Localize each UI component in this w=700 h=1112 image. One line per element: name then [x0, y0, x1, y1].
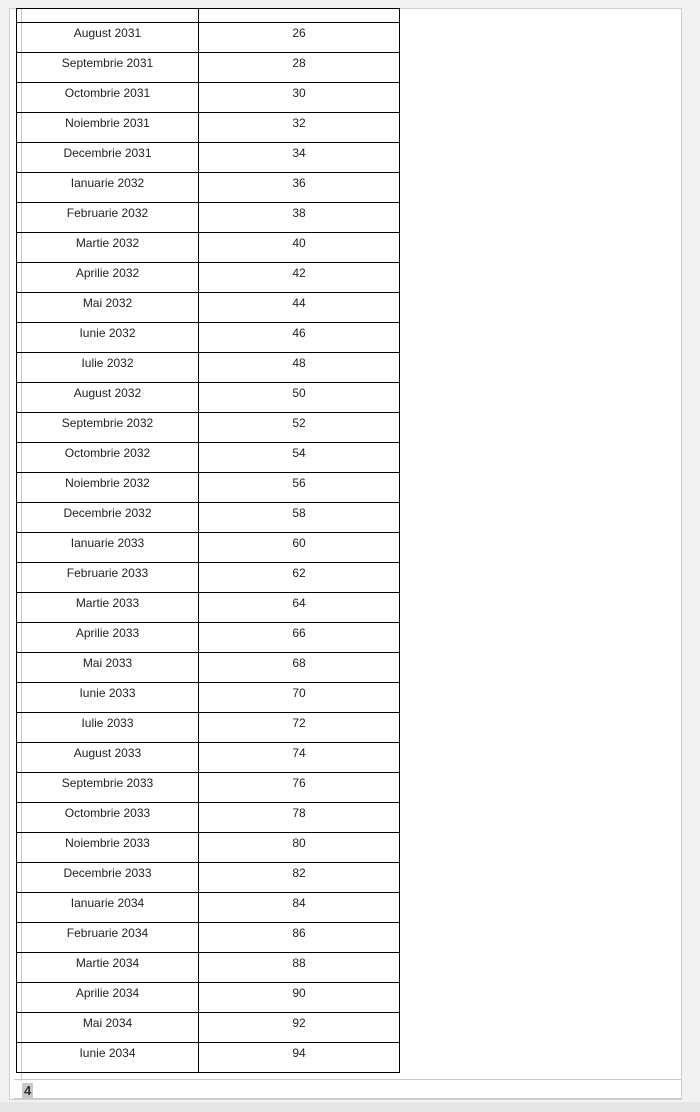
value-cell — [199, 143, 400, 173]
month-cell — [17, 833, 199, 863]
table-row — [17, 473, 400, 503]
month-cell — [17, 1043, 199, 1073]
value-label: 72 — [292, 716, 306, 730]
table-row — [17, 803, 400, 833]
month-label: Mai 2032 — [82, 296, 133, 310]
schedule-table — [16, 8, 400, 1073]
value-label: 34 — [292, 146, 306, 160]
table-row — [17, 353, 400, 383]
value-label: 70 — [292, 686, 306, 700]
value-label: 36 — [292, 176, 306, 190]
month-cell — [17, 413, 199, 443]
value-label: 62 — [292, 566, 306, 580]
table-row — [17, 563, 400, 593]
value-cell — [199, 263, 400, 293]
table-row — [17, 623, 400, 653]
month-cell — [17, 683, 199, 713]
month-cell — [17, 173, 199, 203]
value-cell — [199, 53, 400, 83]
month-label: Decembrie 2033 — [63, 866, 152, 880]
value-label: 80 — [292, 836, 306, 850]
table-row — [17, 533, 400, 563]
month-cell — [17, 893, 199, 923]
value-cell — [199, 293, 400, 323]
month-cell — [17, 593, 199, 623]
month-label: Septembrie 2032 — [61, 416, 154, 430]
table-cell-empty — [199, 9, 400, 23]
value-label: 26 — [292, 26, 306, 40]
value-label: 44 — [292, 296, 306, 310]
month-label: August 2032 — [73, 386, 142, 400]
value-cell — [199, 233, 400, 263]
table-row — [17, 953, 400, 983]
table-row — [17, 773, 400, 803]
value-cell — [199, 413, 400, 443]
value-cell — [199, 173, 400, 203]
value-cell — [199, 743, 400, 773]
value-cell — [199, 503, 400, 533]
month-label: Iunie 2033 — [79, 686, 136, 700]
table-row — [17, 53, 400, 83]
value-label: 90 — [292, 986, 306, 1000]
month-cell — [17, 563, 199, 593]
value-label: 46 — [292, 326, 306, 340]
table-row — [17, 83, 400, 113]
value-label: 58 — [292, 506, 306, 520]
month-label: Ianuarie 2032 — [70, 176, 145, 190]
table-row — [17, 203, 400, 233]
month-cell — [17, 623, 199, 653]
value-cell — [199, 773, 400, 803]
month-label: Martie 2032 — [75, 236, 140, 250]
value-cell — [199, 983, 400, 1013]
value-cell — [199, 833, 400, 863]
month-label: Noiembrie 2032 — [65, 476, 150, 490]
value-label: 66 — [292, 626, 306, 640]
value-cell — [199, 623, 400, 653]
table-row — [17, 113, 400, 143]
month-cell — [17, 803, 199, 833]
table-row — [17, 833, 400, 863]
month-label: Aprilie 2034 — [75, 986, 140, 1000]
month-label: Ianuarie 2033 — [70, 536, 145, 550]
month-cell — [17, 1013, 199, 1043]
month-cell — [17, 83, 199, 113]
month-cell — [17, 953, 199, 983]
month-label: Mai 2033 — [82, 656, 133, 670]
month-label: Iunie 2034 — [79, 1046, 136, 1060]
month-label: Noiembrie 2033 — [65, 836, 150, 850]
value-label: 52 — [292, 416, 306, 430]
month-label: Ianuarie 2034 — [70, 896, 145, 910]
value-label: 86 — [292, 926, 306, 940]
workspace-bottom-strip — [0, 1102, 700, 1112]
month-cell — [17, 203, 199, 233]
table-row — [17, 593, 400, 623]
table-row-continued — [17, 9, 400, 23]
table-row — [17, 923, 400, 953]
value-cell — [199, 23, 400, 53]
value-cell — [199, 953, 400, 983]
value-cell — [199, 893, 400, 923]
document-page — [9, 8, 682, 1100]
table-cell-empty — [17, 9, 199, 23]
value-cell — [199, 1013, 400, 1043]
value-cell — [199, 563, 400, 593]
value-cell — [199, 383, 400, 413]
value-label: 68 — [292, 656, 306, 670]
month-cell — [17, 113, 199, 143]
value-cell — [199, 353, 400, 383]
month-label: August 2033 — [73, 746, 142, 760]
month-cell — [17, 713, 199, 743]
table-row — [17, 893, 400, 923]
table-row — [17, 683, 400, 713]
value-label: 50 — [292, 386, 306, 400]
month-label: Octombrie 2032 — [64, 446, 151, 460]
month-cell — [17, 653, 199, 683]
value-cell — [199, 473, 400, 503]
month-cell — [17, 353, 199, 383]
table-row — [17, 743, 400, 773]
month-label: Iulie 2032 — [81, 356, 134, 370]
month-cell — [17, 773, 199, 803]
month-cell — [17, 53, 199, 83]
value-label: 38 — [292, 206, 306, 220]
value-cell — [199, 83, 400, 113]
table-row — [17, 173, 400, 203]
table-row — [17, 323, 400, 353]
value-label: 94 — [292, 1046, 306, 1060]
month-cell — [17, 323, 199, 353]
schedule-table-body — [17, 9, 400, 1073]
table-row — [17, 233, 400, 263]
month-cell — [17, 383, 199, 413]
month-label: Aprilie 2033 — [75, 626, 140, 640]
month-label: Aprilie 2032 — [75, 266, 140, 280]
table-row — [17, 653, 400, 683]
value-label: 84 — [292, 896, 306, 910]
month-label: Iulie 2033 — [81, 716, 134, 730]
table-row — [17, 1043, 400, 1073]
value-cell — [199, 863, 400, 893]
month-cell — [17, 233, 199, 263]
month-cell — [17, 503, 199, 533]
value-cell — [199, 113, 400, 143]
value-cell — [199, 803, 400, 833]
month-cell — [17, 263, 199, 293]
value-label: 28 — [292, 56, 306, 70]
value-cell — [199, 533, 400, 563]
table-row — [17, 443, 400, 473]
table-row — [17, 1013, 400, 1043]
table-row — [17, 503, 400, 533]
value-cell — [199, 1043, 400, 1073]
month-label: Noiembrie 2031 — [65, 116, 150, 130]
value-label: 56 — [292, 476, 306, 490]
month-label: Februarie 2034 — [66, 926, 149, 940]
month-label: Martie 2034 — [75, 956, 140, 970]
table-row — [17, 863, 400, 893]
month-cell — [17, 143, 199, 173]
month-cell — [17, 293, 199, 323]
month-label: Septembrie 2033 — [61, 776, 154, 790]
month-cell — [17, 23, 199, 53]
value-label: 48 — [292, 356, 306, 370]
value-label: 32 — [292, 116, 306, 130]
value-label: 82 — [292, 866, 306, 880]
table-row — [17, 983, 400, 1013]
value-label: 88 — [292, 956, 306, 970]
value-cell — [199, 713, 400, 743]
month-label: Februarie 2033 — [66, 566, 149, 580]
value-label: 42 — [292, 266, 306, 280]
value-label: 78 — [292, 806, 306, 820]
month-cell — [17, 983, 199, 1013]
month-label: Martie 2033 — [75, 596, 140, 610]
table-row — [17, 293, 400, 323]
value-label: 54 — [292, 446, 306, 460]
month-cell — [17, 863, 199, 893]
table-row — [17, 143, 400, 173]
table-row — [17, 383, 400, 413]
month-cell — [17, 533, 199, 563]
value-label: 60 — [292, 536, 306, 550]
page-number: 4 — [24, 1083, 32, 1098]
month-cell — [17, 923, 199, 953]
value-label: 40 — [292, 236, 306, 250]
value-label: 64 — [292, 596, 306, 610]
table-row — [17, 263, 400, 293]
month-label: Octombrie 2033 — [64, 806, 151, 820]
page-footer — [14, 1079, 681, 1099]
value-label: 92 — [292, 1016, 306, 1030]
value-cell — [199, 923, 400, 953]
month-label: Decembrie 2032 — [63, 506, 152, 520]
value-cell — [199, 683, 400, 713]
value-cell — [199, 593, 400, 623]
table-row — [17, 713, 400, 743]
month-cell — [17, 473, 199, 503]
value-cell — [199, 653, 400, 683]
value-label: 76 — [292, 776, 306, 790]
month-label: Octombrie 2031 — [64, 86, 151, 100]
table-row — [17, 23, 400, 53]
value-cell — [199, 443, 400, 473]
month-label: Septembrie 2031 — [61, 56, 154, 70]
value-label: 30 — [292, 86, 306, 100]
month-label: Decembrie 2031 — [63, 146, 152, 160]
month-label: Iunie 2032 — [79, 326, 136, 340]
month-cell — [17, 443, 199, 473]
month-label: Februarie 2032 — [66, 206, 149, 220]
value-label: 74 — [292, 746, 306, 760]
month-label: August 2031 — [73, 26, 142, 40]
value-cell — [199, 203, 400, 233]
table-row — [17, 413, 400, 443]
month-cell — [17, 743, 199, 773]
month-label: Mai 2034 — [82, 1016, 133, 1030]
value-cell — [199, 323, 400, 353]
